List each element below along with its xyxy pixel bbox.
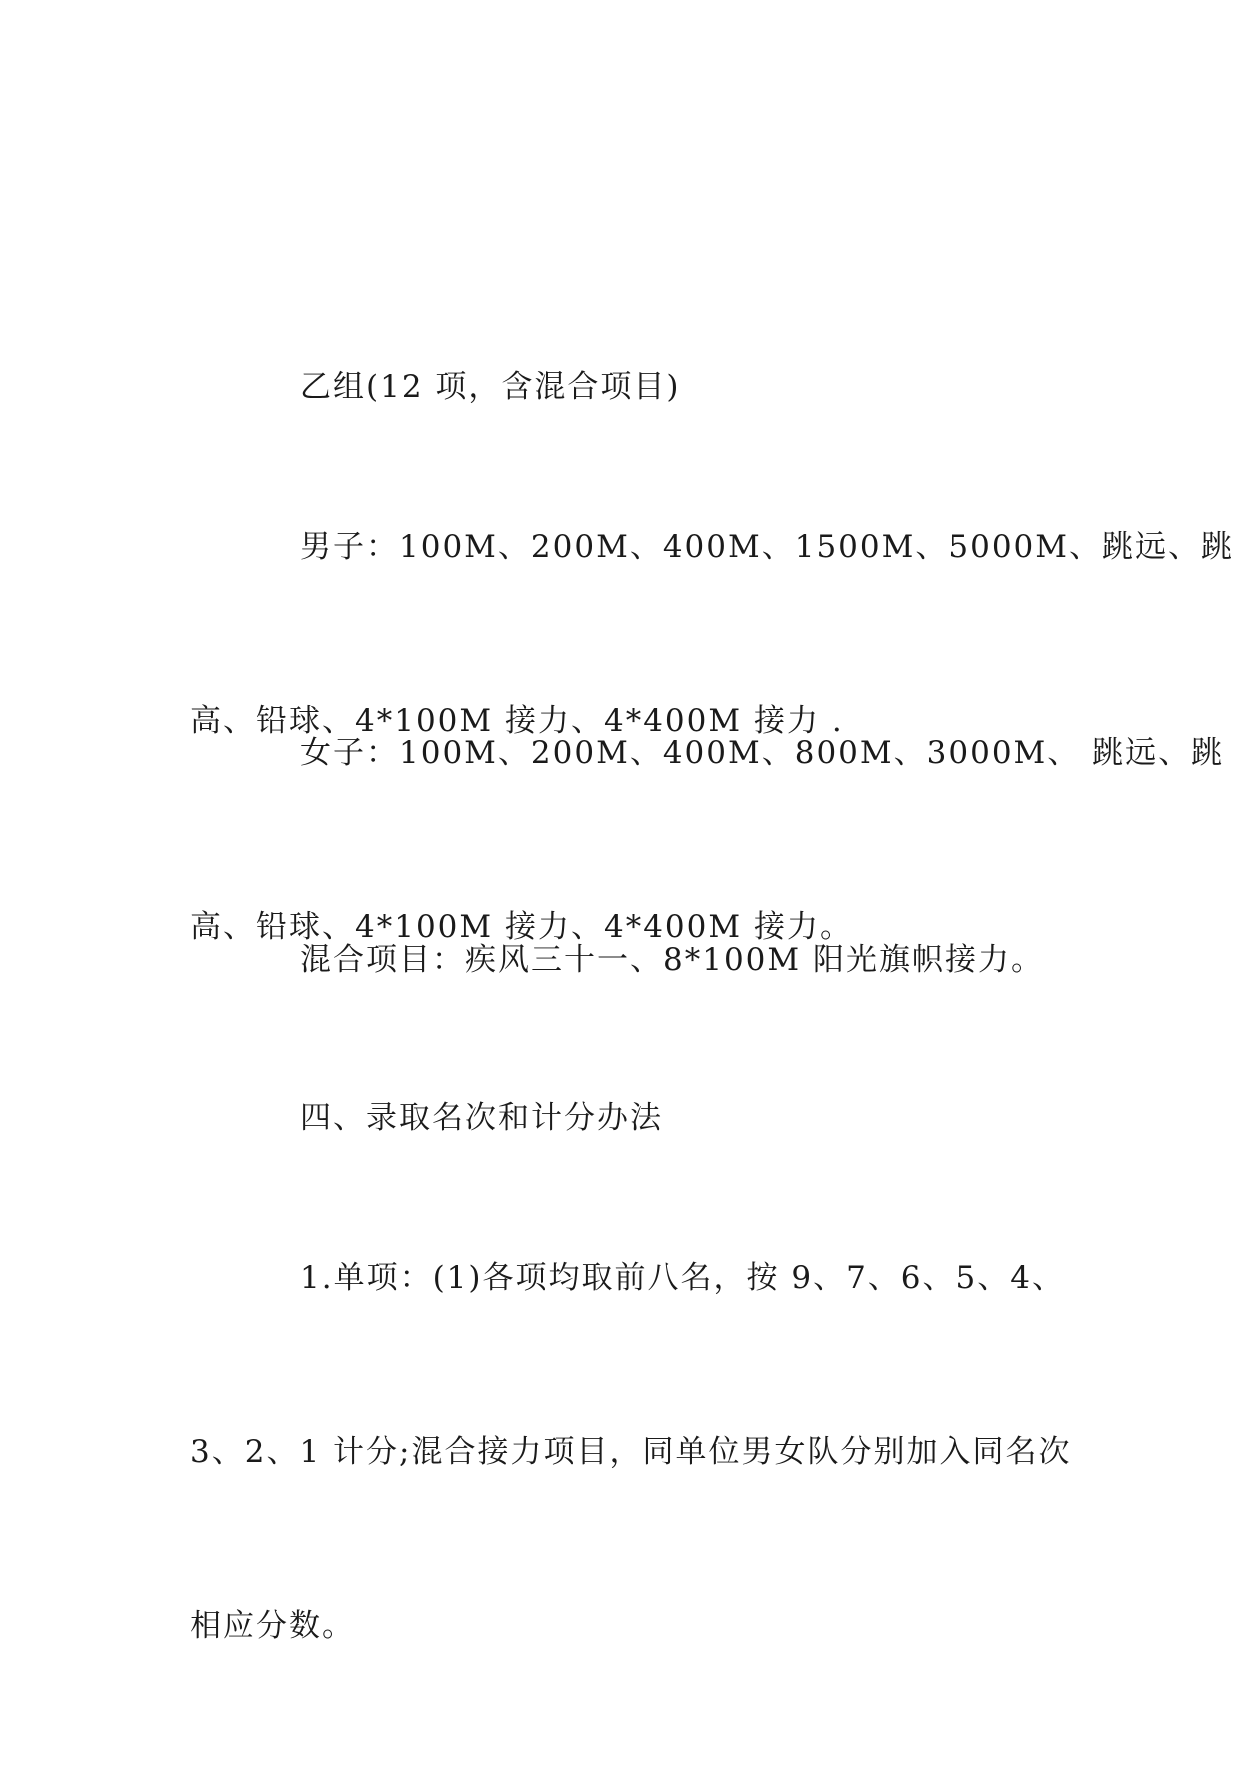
paragraph-line: 相应分数。 <box>190 1608 355 1644</box>
paragraph-line: 1.单项：(1)各项均取前八名，按 9、7、6、5、4、 <box>300 1260 1065 1296</box>
paragraph-line: 乙组(12 项，含混合项目) <box>300 369 681 405</box>
paragraph-line: 四、录取名次和计分办法 <box>300 1100 663 1136</box>
paragraph-line: 混合项目：疾风三十一、8*100M 阳光旗帜接力。 <box>300 942 1044 978</box>
paragraph-line: 高、铅球、4*100M 接力、4*400M 接力 . <box>190 703 844 739</box>
paragraph-line: 3、2、1 计分;混合接力项目，同单位男女队分别加入同名次 <box>190 1434 1072 1470</box>
paragraph-line: 高、铅球、4*100M 接力、4*400M 接力。 <box>190 909 853 945</box>
scoring-rule-paragraph <box>190 1133 1072 1771</box>
paragraph-line: 女子：100M、200M、400M、800M、3000M、 跳远、跳 <box>300 735 1225 771</box>
paragraph-line: 男子：100M、200M、400M、1500M、5000M、跳远、跳 <box>300 529 1235 565</box>
